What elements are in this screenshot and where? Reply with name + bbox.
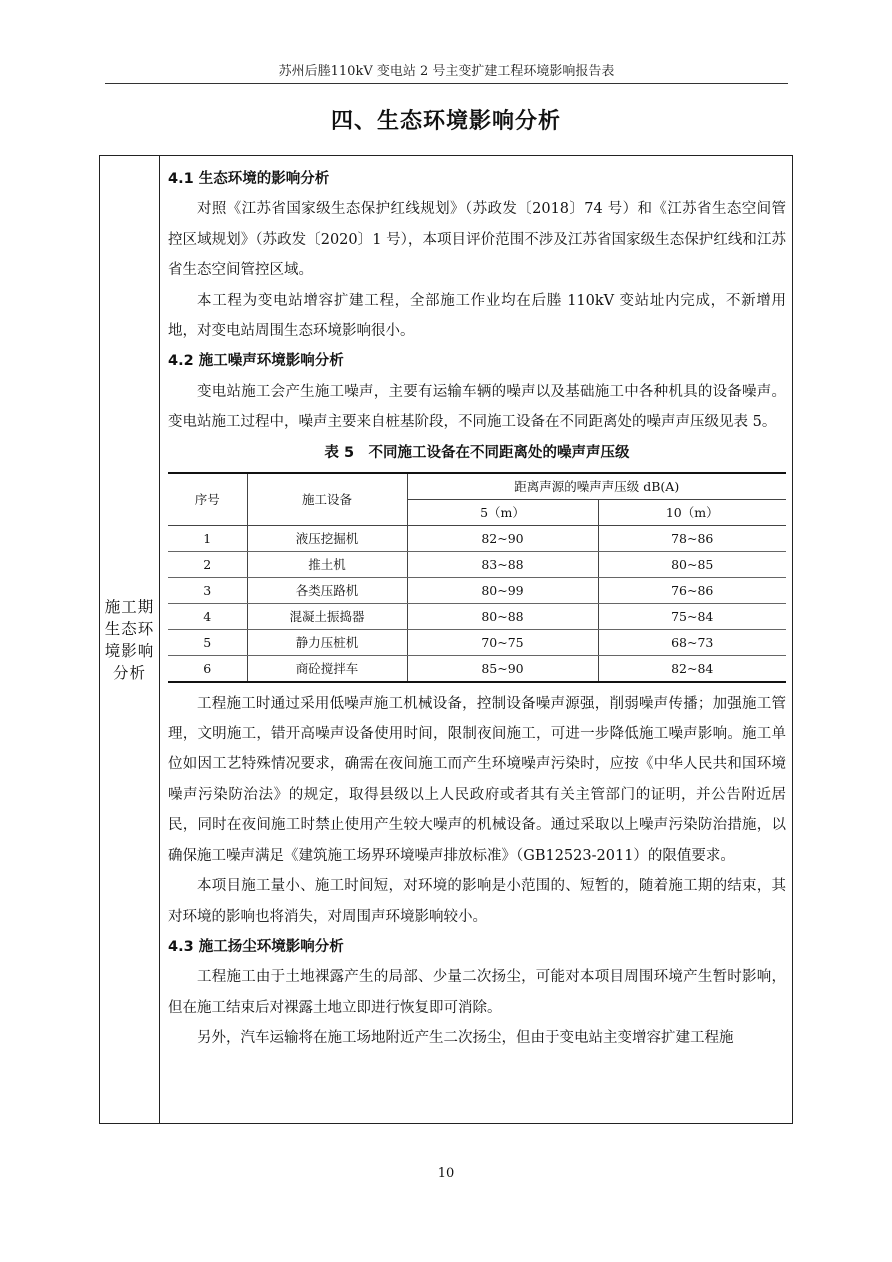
page-title: 四、生态环境影响分析 <box>330 109 561 134</box>
cell-equipment: 混凝土振捣器 <box>247 603 407 629</box>
cell-5m: 70~75 <box>407 629 598 655</box>
cell-10m: 75~84 <box>598 603 786 629</box>
col-header-10m: 10（m） <box>598 499 786 525</box>
cell-equipment: 推土机 <box>247 551 407 577</box>
col-header-5m: 5（m） <box>407 499 598 525</box>
section-4-2-heading: 4.2 施工噪声环境影响分析 <box>168 353 344 370</box>
cell-no: 2 <box>168 551 247 577</box>
cell-no: 5 <box>168 629 247 655</box>
table-5 <box>168 472 786 683</box>
content-cell <box>168 164 786 1054</box>
cell-10m: 78~86 <box>598 525 786 551</box>
table-row <box>168 629 786 655</box>
cell-5m: 80~99 <box>407 577 598 603</box>
header-rule <box>105 83 788 84</box>
cell-10m: 68~73 <box>598 629 786 655</box>
cell-10m: 80~85 <box>598 551 786 577</box>
section-4-2-paragraph-1: 变电站施工会产生施工噪声，主要有运输车辆的噪声以及基础施工中各种机具的设备噪声。变电站施工过程中，噪声主要来自桩基阶段，不同施工设备在不同距离处的噪声声压级见表 5。 <box>168 383 786 431</box>
cell-equipment: 各类压路机 <box>247 577 407 603</box>
cell-10m: 76~86 <box>598 577 786 603</box>
cell-10m: 82~84 <box>598 655 786 682</box>
cell-no: 3 <box>168 577 247 603</box>
running-header: 苏州后塍110kV 变电站 2 号主变扩建工程环境影响报告表 <box>278 64 615 79</box>
section-4-3-paragraph-1: 工程施工由于土地裸露产生的局部、少量二次扬尘，可能对本项目周围环境产生暂时影响，但在施工结束后对裸露土地立即进行恢复即可消除。 <box>168 969 786 1016</box>
table-row <box>168 655 786 682</box>
table-row <box>168 577 786 603</box>
table-row <box>168 525 786 551</box>
section-4-3-paragraph-2: 另外，汽车运输将在施工场地附近产生二次扬尘，但由于变电站主变增容扩建工程施 <box>197 1030 734 1047</box>
section-4-2-paragraph-3: 本项目施工量小、施工时间短，对环境的影响是小范围的、短暂的，随着施工期的结束，其对环境的影响也将消失，对周围声环境影响较小。 <box>168 878 786 925</box>
section-4-1-paragraph-2: 本工程为变电站增容扩建工程，全部施工作业均在后塍 110kV 变站址内完成，不新增用地，对变电站周围生态环境影响很小。 <box>168 292 786 340</box>
page-number: 10 <box>437 1166 455 1181</box>
col-header-no: 序号 <box>168 473 247 526</box>
col-header-group: 距离声源的噪声声压级 dB(A) <box>407 473 786 500</box>
cell-5m: 80~88 <box>407 603 598 629</box>
cell-equipment: 静力压桩机 <box>247 629 407 655</box>
col-header-equipment: 施工设备 <box>247 473 407 526</box>
cell-equipment: 商砼搅拌车 <box>247 655 407 682</box>
cell-5m: 85~90 <box>407 655 598 682</box>
section-4-2-paragraph-2: 工程施工时通过采用低噪声施工机械设备，控制设备噪声源强，削弱噪声传播；加强施工管理，文明施工，错开高噪声设备使用时间，限制夜间施工，可进一步降低施工噪声影响。施工单位如因工艺特殊情况要求，确需在夜间施工而产生环境噪声污染时，应按《中华人民共和国环境噪声污染防治法》的规定，取得县级以上人民政府或者其有关主管部门的证明，并公告附近居民，同时在夜间施工时禁止使用产生较大噪声的机械设备。通过采取以上噪声污染防治措施，以确保施工噪声满足《建筑施工场界环境噪声排放标准》（GB12523-2011）的限值要求。 <box>168 695 786 864</box>
cell-5m: 82~90 <box>407 525 598 551</box>
side-label-cell <box>100 156 160 1123</box>
cell-no: 1 <box>168 525 247 551</box>
analysis-frame <box>99 155 793 1124</box>
cell-equipment: 液压挖掘机 <box>247 525 407 551</box>
cell-no: 4 <box>168 603 247 629</box>
section-4-1-heading: 4.1 生态环境的影响分析 <box>168 171 330 187</box>
cell-no: 6 <box>168 655 247 682</box>
side-label: 施工期生态环境影响分析 <box>104 597 155 682</box>
table-row <box>168 551 786 577</box>
section-4-1-paragraph-1: 对照《江苏省国家级生态保护红线规划》（苏政发〔2018〕74 号）和《江苏省生态空间管控区域规划》（苏政发〔2020〕1 号），本项目评价范围不涉及江苏省国家级生态保护红线和江苏省生态空间管控区域。 <box>168 201 786 279</box>
cell-5m: 83~88 <box>407 551 598 577</box>
table-row <box>168 603 786 629</box>
section-4-3-heading: 4.3 施工扬尘环境影响分析 <box>168 938 344 955</box>
table-5-caption: 表 5 不同施工设备在不同距离处的噪声声压级 <box>324 444 630 461</box>
